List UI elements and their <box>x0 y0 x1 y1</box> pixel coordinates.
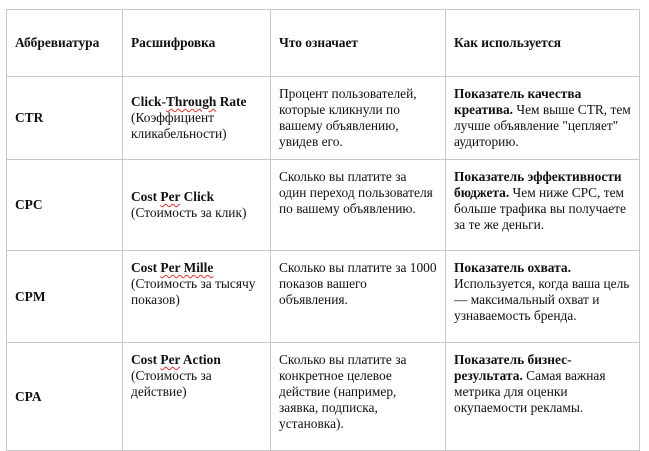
expansion-russian: (Стоимость за тысячу показов) <box>131 276 256 307</box>
header-meaning: Что означает <box>271 10 446 77</box>
spellcheck-mark: Per <box>160 352 181 367</box>
abbreviation-cell: CPA <box>7 343 123 451</box>
table-row <box>7 251 640 343</box>
abbreviation-cell: CTR <box>7 77 123 160</box>
abbreviation-cell: CPM <box>7 251 123 343</box>
expansion-russian: (Коэффициент кликабельности) <box>131 110 227 141</box>
meaning-cell: Процент пользователей, которые кликнули по вашему объявлению, увидев его. <box>271 77 446 160</box>
table-row <box>7 77 640 160</box>
expansion-russian: (Стоимость за действие) <box>131 368 212 399</box>
expansion-english: Cost Per Click <box>131 189 215 204</box>
expansion-cell <box>123 77 271 160</box>
expansion-russian: (Стоимость за клик) <box>131 205 247 220</box>
table-row <box>7 343 640 451</box>
header-usage: Как используется <box>446 10 640 77</box>
usage-cell: Показатель бизнес-результата. Самая важная метрика для оценки окупаемости рекламы. <box>446 343 640 451</box>
table-row <box>7 160 640 251</box>
meaning-cell: Сколько вы платите за один переход пользователя по вашему объявлению. <box>271 160 446 251</box>
usage-cell: Показатель качества креатива. Чем выше CTR, тем лучше объявление "цепляет" аудиторию. <box>446 77 640 160</box>
expansion-english: Cost Per Action <box>131 352 221 367</box>
meaning-cell: Сколько вы платите за 1000 показов вашего объявления. <box>271 251 446 343</box>
spellcheck-mark: Per Mille <box>160 260 214 275</box>
spellcheck-mark: Per <box>160 189 181 204</box>
expansion-cell <box>123 343 271 451</box>
expansion-cell <box>123 160 271 251</box>
spellcheck-mark: Through <box>165 94 217 109</box>
expansion-english: Cost Per Mille <box>131 260 214 275</box>
expansion-english: Click-Through Rate <box>131 94 247 109</box>
table-header-row <box>7 10 640 77</box>
header-expansion: Расшифровка <box>123 10 271 77</box>
usage-cell: Показатель эффективности бюджета. Чем ниже CPC, тем больше трафика вы получаете за те же деньги. <box>446 160 640 251</box>
header-abbreviation: Аббревиатура <box>7 10 123 77</box>
abbreviation-cell: CPC <box>7 160 123 251</box>
usage-cell: Показатель охвата. Используется, когда ваша цель — максимальный охват и узнаваемость бренда. <box>446 251 640 343</box>
metrics-table <box>6 9 640 451</box>
expansion-cell <box>123 251 271 343</box>
meaning-cell: Сколько вы платите за конкретное целевое действие (например, заявка, подписка, установка). <box>271 343 446 451</box>
